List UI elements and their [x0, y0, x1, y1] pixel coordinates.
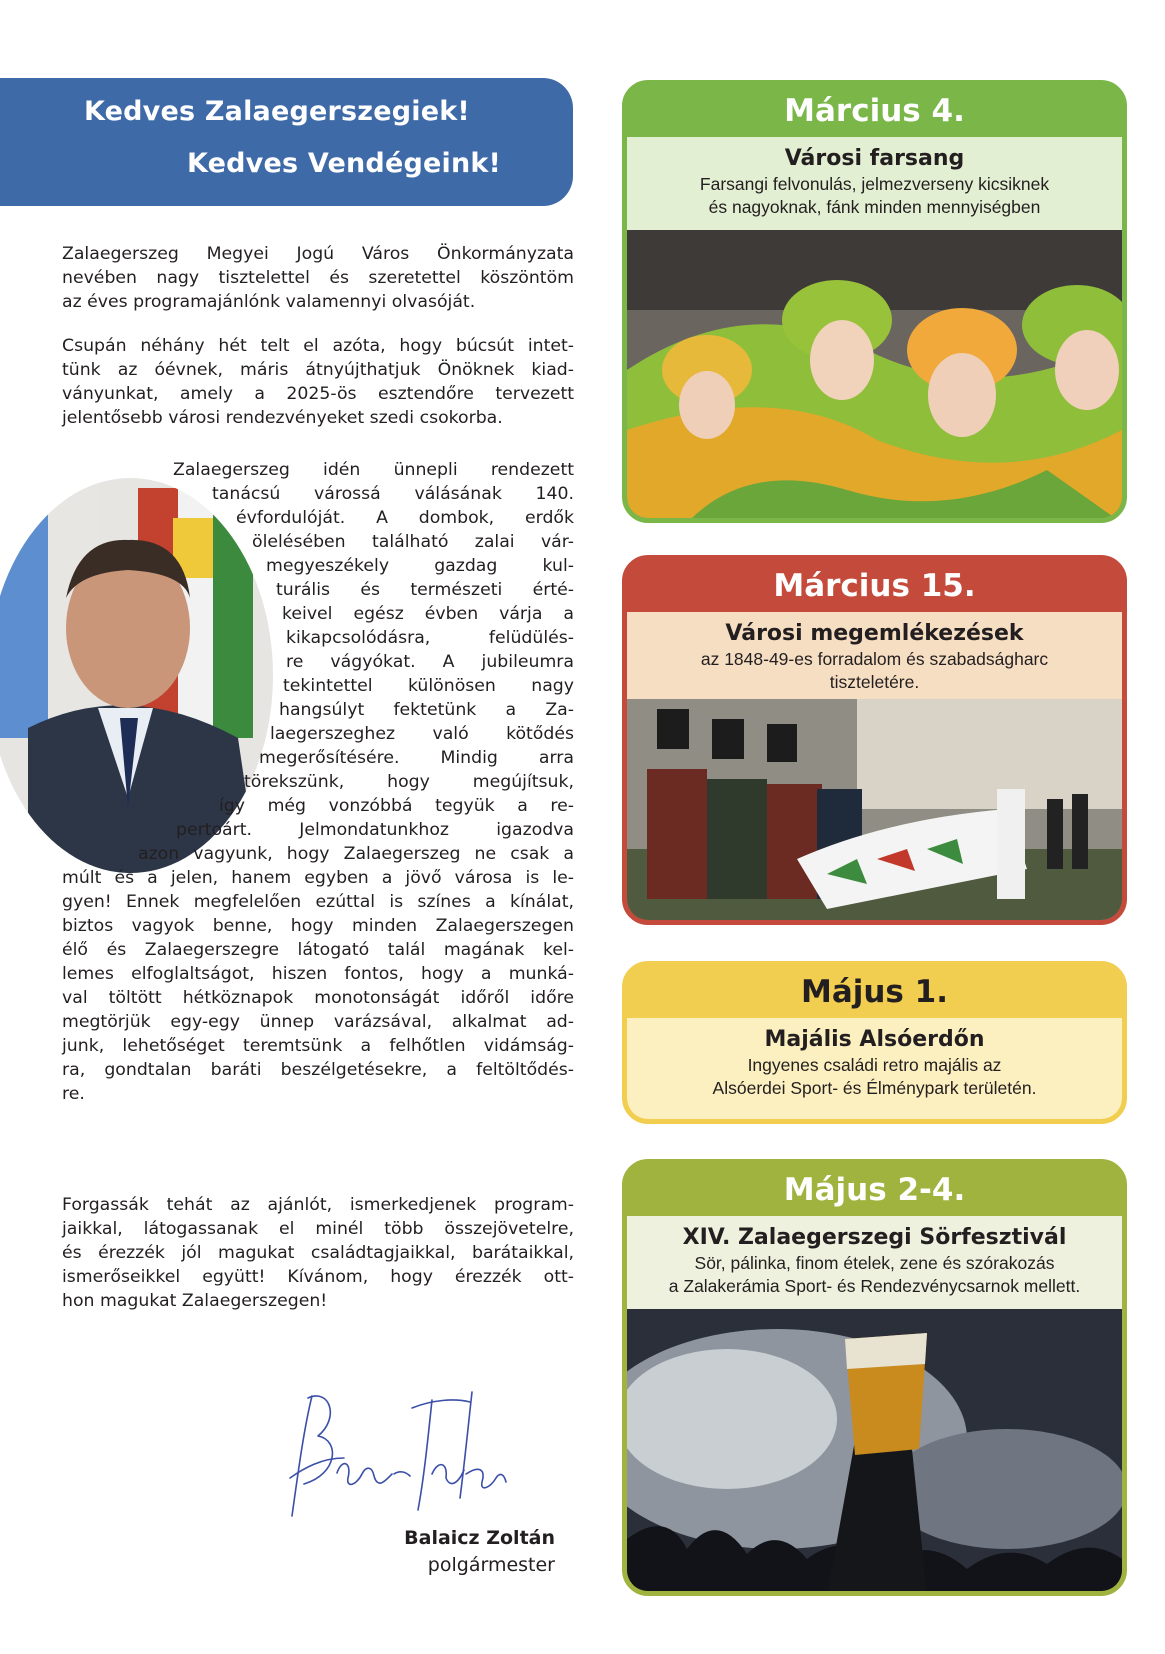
- text-line: Zalaegerszeg Megyei Jogú Város Önkormányzata: [62, 244, 574, 264]
- text-line: tanácsú várossá válásának 140.: [212, 484, 574, 504]
- beer-festival-photo: [627, 1309, 1122, 1596]
- text-line: re.: [62, 1084, 85, 1104]
- text-line: nevében nagy tisztelettel és szeretettel köszöntöm: [62, 268, 574, 288]
- text-line: évfordulóját. A dombok, erdők: [236, 508, 574, 528]
- signer-title: polgármester: [427, 1554, 555, 1576]
- event-info: [627, 1216, 1122, 1309]
- text-line: hon magukat Zalaegerszegen!: [62, 1291, 328, 1311]
- text-line: biztos vagyok benne, hogy minden Zalaegerszegen: [62, 916, 574, 936]
- event-description-line: tiszteletére.: [829, 672, 920, 692]
- text-line: megyeszékely gazdag kul-: [266, 556, 574, 576]
- event-date: Május 1.: [800, 974, 949, 1010]
- event-description-line: Alsóerdei Sport- és Élménypark területén.: [712, 1078, 1037, 1098]
- text-line: laegerszeghez való kötődés: [270, 724, 574, 744]
- text-line: múlt és a jelen, hanem egyben a jövő városa is le-: [62, 868, 574, 888]
- text-line: jelentősebb városi rendezvényeket szedi csokorba.: [62, 408, 503, 428]
- text-line: ölelésében található zalai vár-: [252, 532, 574, 552]
- greeting-banner: [0, 78, 573, 206]
- event-title: Városi farsang: [784, 146, 965, 171]
- text-line: Csupán néhány hét telt el azóta, hogy búcsút intet-: [62, 336, 574, 356]
- event-description-line: Sör, pálinka, finom ételek, zene és szórakozás: [694, 1253, 1055, 1273]
- event-date: Március 4.: [784, 93, 965, 129]
- greeting-line-2: Kedves Vendégeink!: [187, 148, 502, 179]
- text-line: az éves programajánlónk valamennyi olvasóját.: [62, 292, 476, 312]
- event-description-line: Farsangi felvonulás, jelmezverseny kicsiknek: [699, 174, 1050, 194]
- letter-paragraph-4: [62, 1193, 574, 1313]
- text-line: gyen! Ennek megfelelően ezúttal is színes a kínálat,: [62, 892, 574, 912]
- text-line: azon vagyunk, hogy Zalaegerszeg ne csak a: [138, 844, 574, 864]
- event-info: [627, 1018, 1122, 1119]
- text-line: junk, lehetőséget teremtsünk a felhőtlen vidámság-: [62, 1036, 574, 1056]
- greeting-line-1: Kedves Zalaegerszegiek!: [84, 96, 470, 127]
- event-description-line: és nagyoknak, fánk minden mennyiségben: [708, 197, 1041, 217]
- event-date: Május 2-4.: [783, 1172, 966, 1208]
- text-line: élő és Zalaegerszegre látogató talál magának kel-: [62, 940, 574, 960]
- event-info: [627, 612, 1122, 699]
- signer-name: Balaicz Zoltán: [404, 1527, 555, 1549]
- text-line: megtörjük egy-egy ünnep varázsával, alkalmat ad-: [62, 1012, 574, 1032]
- event-info: [627, 137, 1122, 230]
- text-line: hangsúlyt fektetünk a Za-: [279, 700, 574, 720]
- event-card-majus-2-4: [622, 1159, 1127, 1596]
- text-line: Forgassák tehát az ajánlót, ismerkedjenek program-: [62, 1195, 574, 1215]
- event-card-majus-1: [622, 961, 1127, 1124]
- text-line: és érezzék jól magukat családtagjaikkal, barátaikkal,: [62, 1243, 574, 1263]
- handwritten-signature: [282, 1378, 522, 1523]
- event-title: Majális Alsóerdőn: [764, 1027, 985, 1052]
- text-line: val töltött hétköznapok monotonságát időről időre: [62, 988, 574, 1008]
- carnival-children-photo: [627, 230, 1122, 523]
- text-line: ismerőseikkel együtt! Kívánom, hogy érezzék ott-: [62, 1267, 574, 1287]
- letter-paragraph-2: [62, 334, 574, 430]
- text-line: így még vonzóbbá tegyük a re-: [219, 796, 574, 816]
- text-line: pertoárt. Jelmondatunkhoz igazodva: [176, 820, 574, 840]
- event-card-marcius-4: [622, 80, 1127, 523]
- event-title: XIV. Zalaegerszegi Sörfesztivál: [682, 1225, 1067, 1250]
- text-line: re vágyókat. A jubileumra: [286, 652, 574, 672]
- event-description-line: Ingyenes családi retro majális az: [747, 1055, 1002, 1075]
- text-line: lemes elfoglaltságot, hiszen fontos, hogy a munká-: [62, 964, 574, 984]
- event-card-marcius-15: [622, 555, 1127, 925]
- text-line: tekintettel különösen nagy: [283, 676, 574, 696]
- letter-paragraph-3: [62, 458, 574, 1106]
- event-date: Március 15.: [773, 568, 976, 604]
- event-description-line: a Zalakerámia Sport- és Rendezvénycsarnok mellett.: [668, 1276, 1081, 1296]
- event-title: Városi megemlékezések: [725, 621, 1024, 646]
- text-line: ra, gondtalan baráti beszélgetésekre, a feltöltődés-: [62, 1060, 574, 1080]
- text-line: turális és természeti érté-: [276, 580, 574, 600]
- text-line: megerősítésére. Mindig arra: [259, 748, 574, 768]
- text-line: törekszünk, hogy megújítsuk,: [244, 772, 574, 792]
- hussar-ceremony-photo: [627, 699, 1122, 920]
- text-line: Zalaegerszeg idén ünnepli rendezett: [173, 460, 574, 480]
- letter-paragraph-1: [62, 242, 574, 314]
- text-line: jaikkal, látogassanak el minél több összejövetelre,: [62, 1219, 574, 1239]
- text-line: keivel egész évben várja a: [282, 604, 574, 624]
- text-line: ványunkat, amely a 2025-ös esztendőre tervezett: [62, 384, 574, 404]
- text-line: tünk az óévnek, máris átnyújthatjuk Önöknek kiad-: [62, 360, 574, 380]
- text-line: kikapcsolódásra, felüdülés-: [286, 628, 574, 648]
- event-description-line: az 1848-49-es forradalom és szabadságharc: [700, 649, 1049, 669]
